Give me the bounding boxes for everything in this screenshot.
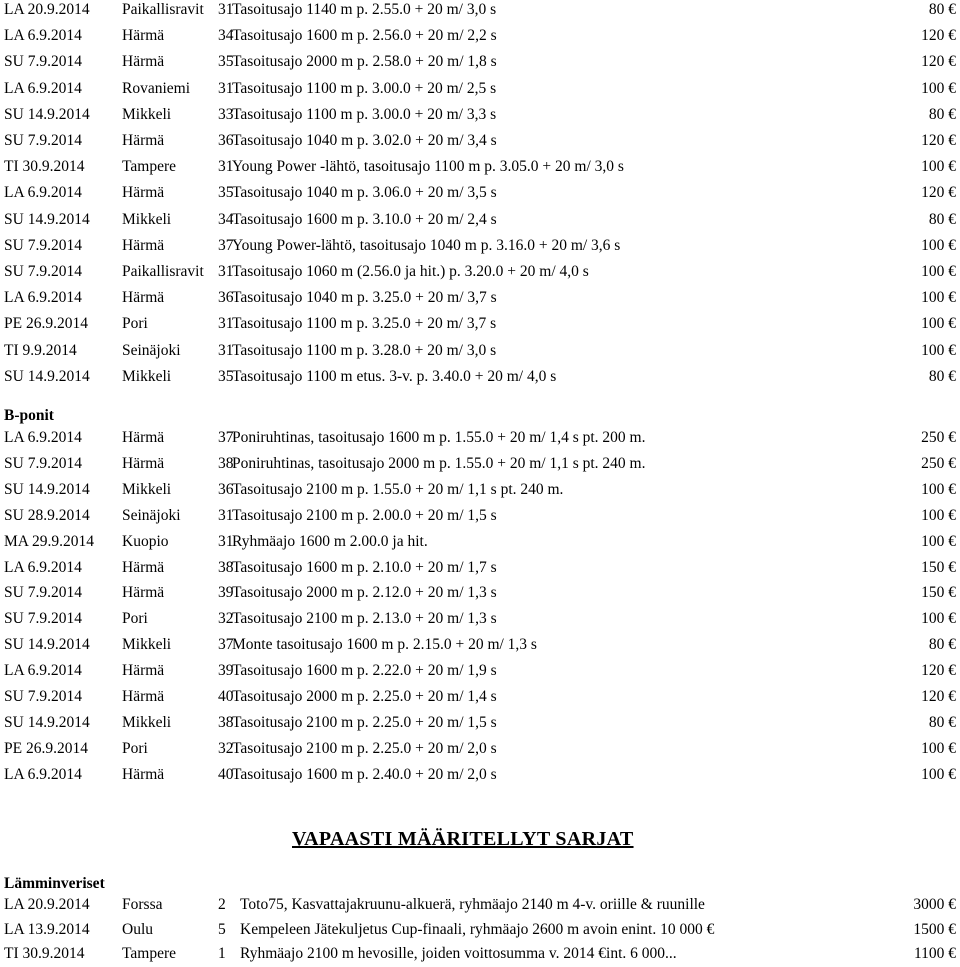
race-place: Pori <box>122 610 148 628</box>
race-place: Tampere <box>122 945 176 962</box>
table-row <box>0 286 960 310</box>
race-prize: 120 € <box>921 184 956 202</box>
race-place: Härmä <box>122 584 165 602</box>
race-description: Tasoitusajo 1100 m p. 3.00.0 + 20 m/ 2,5 s <box>232 79 497 97</box>
table-row <box>0 737 960 761</box>
race-place: Paikallisravit <box>122 1 204 18</box>
race-description: Tasoitusajo 1100 m etus. 3-v. p. 3.40.0 + 20 m/ 4,0 s <box>232 367 557 385</box>
race-prize: 120 € <box>921 688 956 705</box>
race-description: Tasoitusajo 1100 m p. 3.00.0 + 20 m/ 3,3 s <box>232 105 497 123</box>
race-date: TI 30.9.2014 <box>4 945 85 962</box>
table-row <box>0 659 960 683</box>
race-prize: 100 € <box>921 739 956 757</box>
race-number: 38 <box>218 713 234 731</box>
race-place: Kuopio <box>122 532 169 550</box>
race-date: LA 6.9.2014 <box>4 765 82 783</box>
race-place: Pori <box>122 739 148 757</box>
race-date: SU 14.9.2014 <box>4 480 90 498</box>
race-place: Oulu <box>122 920 153 938</box>
race-number: 34 <box>218 27 234 45</box>
race-description: Tasoitusajo 2000 m p. 2.25.0 + 20 m/ 1,4 s <box>232 688 497 705</box>
race-number: 31 <box>218 1 234 18</box>
race-description: Tasoitusajo 1600 m p. 2.56.0 + 20 m/ 2,2 s <box>232 27 497 45</box>
race-date: LA 6.9.2014 <box>4 184 82 202</box>
table-row <box>0 208 960 232</box>
race-date: LA 6.9.2014 <box>4 558 82 576</box>
race-prize: 100 € <box>921 263 956 280</box>
race-prize: 80 € <box>928 636 956 654</box>
race-description: Young Power-lähtö, tasoitusajo 1040 m p. 3.16.0 + 20 m/ 3,6 s <box>232 236 621 254</box>
table-row <box>0 0 960 22</box>
race-prize: 120 € <box>921 53 956 71</box>
race-description: Tasoitusajo 2000 m p. 2.12.0 + 20 m/ 1,3 s <box>232 584 497 602</box>
race-number: 39 <box>218 584 234 602</box>
race-prize: 100 € <box>921 158 956 176</box>
table-row <box>0 685 960 709</box>
race-date: SU 7.9.2014 <box>4 454 82 472</box>
race-prize: 80 € <box>928 713 956 731</box>
race-date: LA 13.9.2014 <box>4 920 90 938</box>
table-row <box>0 365 960 389</box>
race-description: Tasoitusajo 2100 m p. 2.00.0 + 20 m/ 1,5 s <box>232 506 497 524</box>
race-date: SU 28.9.2014 <box>4 506 90 524</box>
race-place: Härmä <box>122 132 165 149</box>
race-place: Rovaniemi <box>122 79 191 97</box>
race-prize: 3000 € <box>913 896 956 913</box>
race-place: Härmä <box>122 662 165 680</box>
race-place: Härmä <box>122 236 165 254</box>
race-description: Tasoitusajo 2100 m p. 2.25.0 + 20 m/ 2,0 s <box>232 739 497 757</box>
race-description: Tasoitusajo 2000 m p. 2.58.0 + 20 m/ 1,8 s <box>232 53 497 71</box>
race-prize: 100 € <box>921 236 956 254</box>
race-place: Härmä <box>122 184 165 202</box>
table-row <box>0 339 960 363</box>
table-row <box>0 103 960 127</box>
race-date: SU 7.9.2014 <box>4 53 82 71</box>
table-row <box>0 24 960 48</box>
race-number: 36 <box>218 480 234 498</box>
race-date: MA 29.9.2014 <box>4 532 94 550</box>
race-prize: 150 € <box>921 558 956 576</box>
race-number: 31 <box>218 79 234 97</box>
race-place: Mikkeli <box>122 636 172 654</box>
race-description: Toto75, Kasvattajakruunu-alkuerä, ryhmäajo 2140 m 4-v. oriille & ruunille <box>240 896 705 913</box>
race-place: Mikkeli <box>122 367 172 385</box>
table-row <box>0 711 960 735</box>
race-prize: 1500 € <box>913 920 956 938</box>
table-row <box>0 129 960 153</box>
race-prize: 1100 € <box>913 945 956 962</box>
race-description: Tasoitusajo 1040 m p. 3.02.0 + 20 m/ 3,4 s <box>232 132 497 149</box>
table-row <box>0 478 960 502</box>
table-row <box>0 77 960 101</box>
race-date: SU 14.9.2014 <box>4 210 90 228</box>
race-number: 37 <box>218 236 234 254</box>
table-row <box>0 607 960 631</box>
race-description: Tasoitusajo 1600 m p. 3.10.0 + 20 m/ 2,4 s <box>232 210 497 228</box>
race-date: LA 6.9.2014 <box>4 662 82 680</box>
race-description: Tasoitusajo 2100 m p. 2.25.0 + 20 m/ 1,5 s <box>232 713 497 731</box>
race-number: 31 <box>218 315 234 333</box>
race-number: 31 <box>218 263 234 280</box>
race-date: LA 6.9.2014 <box>4 289 82 307</box>
race-description: Poniruhtinas, tasoitusajo 2000 m p. 1.55.0 + 20 m/ 1,1 s pt. 240 m. <box>232 454 646 472</box>
race-prize: 100 € <box>921 341 956 359</box>
race-place: Mikkeli <box>122 210 172 228</box>
race-date: LA 20.9.2014 <box>4 1 90 18</box>
race-number: 1 <box>218 945 226 962</box>
race-description: Tasoitusajo 1060 m (2.56.0 ja hit.) p. 3.20.0 + 20 m/ 4,0 s <box>232 263 589 280</box>
race-prize: 80 € <box>928 105 956 123</box>
race-number: 38 <box>218 558 234 576</box>
race-number: 32 <box>218 739 234 757</box>
race-prize: 100 € <box>921 610 956 628</box>
race-place: Paikallisravit <box>122 263 204 280</box>
race-prize: 100 € <box>921 532 956 550</box>
race-description: Tasoitusajo 1600 m p. 2.22.0 + 20 m/ 1,9 s <box>232 662 497 680</box>
race-place: Härmä <box>122 53 165 71</box>
race-description: Kempeleen Jätekuljetus Cup-finaali, ryhmäajo 2600 m avoin enint. 10 000 € <box>240 920 715 938</box>
race-prize: 100 € <box>921 480 956 498</box>
race-date: SU 14.9.2014 <box>4 367 90 385</box>
race-prize: 120 € <box>921 27 956 45</box>
table-row <box>0 556 960 580</box>
table-row <box>0 50 960 74</box>
section-heading-lamminveriset: Lämminveriset <box>4 875 105 892</box>
race-number: 35 <box>218 53 234 71</box>
table-row <box>0 426 960 450</box>
race-description: Young Power -lähtö, tasoitusajo 1100 m p. 3.05.0 + 20 m/ 3,0 s <box>232 158 624 176</box>
race-date: SU 7.9.2014 <box>4 688 82 705</box>
race-number: 39 <box>218 662 234 680</box>
table-row <box>0 633 960 657</box>
race-date: SU 7.9.2014 <box>4 132 82 149</box>
race-number: 5 <box>218 920 226 938</box>
race-description: Monte tasoitusajo 1600 m p. 2.15.0 + 20 m/ 1,3 s <box>232 636 537 654</box>
race-description: Tasoitusajo 1100 m p. 3.25.0 + 20 m/ 3,7 s <box>232 315 497 333</box>
table-row <box>0 581 960 605</box>
race-number: 31 <box>218 506 234 524</box>
table-row <box>0 452 960 476</box>
race-place: Härmä <box>122 765 165 783</box>
race-place: Härmä <box>122 289 165 307</box>
race-number: 40 <box>218 765 234 783</box>
race-prize: 250 € <box>921 429 956 446</box>
race-place: Forssa <box>122 896 163 913</box>
race-place: Mikkeli <box>122 480 172 498</box>
race-number: 40 <box>218 688 234 705</box>
race-date: LA 6.9.2014 <box>4 79 82 97</box>
table-row <box>0 763 960 787</box>
table-row <box>0 234 960 258</box>
race-number: 35 <box>218 184 234 202</box>
table-row <box>0 155 960 179</box>
race-prize: 120 € <box>921 662 956 680</box>
table-row <box>0 530 960 554</box>
table-row <box>0 181 960 205</box>
race-description: Ryhmäajo 2100 m hevosille, joiden voittosumma v. 2014 €int. 6 000... <box>240 945 677 962</box>
race-place: Seinäjoki <box>122 341 181 359</box>
race-prize: 100 € <box>921 315 956 333</box>
race-place: Härmä <box>122 27 165 45</box>
race-description: Tasoitusajo 1140 m p. 2.55.0 + 20 m/ 3,0 s <box>232 1 497 18</box>
table-row <box>0 893 960 917</box>
race-number: 2 <box>218 896 226 913</box>
race-description: Tasoitusajo 2100 m p. 2.13.0 + 20 m/ 1,3 s <box>232 610 497 628</box>
race-prize: 100 € <box>921 289 956 307</box>
race-place: Mikkeli <box>122 713 172 731</box>
table-row <box>0 942 960 966</box>
race-prize: 120 € <box>921 132 956 149</box>
race-date: PE 26.9.2014 <box>4 739 88 757</box>
race-place: Härmä <box>122 429 165 446</box>
race-prize: 80 € <box>928 1 956 18</box>
race-number: 35 <box>218 367 234 385</box>
race-prize: 100 € <box>921 506 956 524</box>
race-date: SU 7.9.2014 <box>4 263 82 280</box>
race-date: SU 7.9.2014 <box>4 236 82 254</box>
race-prize: 100 € <box>921 765 956 783</box>
table-row <box>0 312 960 336</box>
race-number: 37 <box>218 636 234 654</box>
race-description: Tasoitusajo 1040 m p. 3.06.0 + 20 m/ 3,5 s <box>232 184 497 202</box>
race-date: LA 20.9.2014 <box>4 896 90 913</box>
race-prize: 80 € <box>928 210 956 228</box>
race-date: SU 14.9.2014 <box>4 636 90 654</box>
race-number: 31 <box>218 532 234 550</box>
race-prize: 80 € <box>928 367 956 385</box>
race-date: TI 9.9.2014 <box>4 341 77 359</box>
race-place: Härmä <box>122 454 165 472</box>
race-number: 36 <box>218 132 234 149</box>
race-prize: 100 € <box>921 79 956 97</box>
race-place: Seinäjoki <box>122 506 181 524</box>
race-date: SU 7.9.2014 <box>4 610 82 628</box>
race-number: 36 <box>218 289 234 307</box>
race-description: Tasoitusajo 1040 m p. 3.25.0 + 20 m/ 3,7 s <box>232 289 497 307</box>
race-description: Tasoitusajo 1600 m p. 2.10.0 + 20 m/ 1,7 s <box>232 558 497 576</box>
race-date: LA 6.9.2014 <box>4 429 82 446</box>
race-place: Pori <box>122 315 148 333</box>
race-place: Härmä <box>122 558 165 576</box>
race-date: SU 7.9.2014 <box>4 584 82 602</box>
race-description: Ryhmäajo 1600 m 2.00.0 ja hit. <box>232 532 428 550</box>
table-row <box>0 260 960 284</box>
race-description: Tasoitusajo 2100 m p. 1.55.0 + 20 m/ 1,1 s pt. 240 m. <box>232 480 564 498</box>
race-description: Tasoitusajo 1600 m p. 2.40.0 + 20 m/ 2,0 s <box>232 765 497 783</box>
race-number: 31 <box>218 158 234 176</box>
race-description: Poniruhtinas, tasoitusajo 1600 m p. 1.55.0 + 20 m/ 1,4 s pt. 200 m. <box>232 429 646 446</box>
race-date: TI 30.9.2014 <box>4 158 85 176</box>
table-row <box>0 504 960 528</box>
race-place: Tampere <box>122 158 176 176</box>
race-number: 33 <box>218 105 234 123</box>
section-heading-b-ponit: B-ponit <box>4 407 54 424</box>
race-number: 32 <box>218 610 234 628</box>
race-place: Mikkeli <box>122 105 172 123</box>
race-prize: 250 € <box>921 454 956 472</box>
race-number: 38 <box>218 454 234 472</box>
race-number: 37 <box>218 429 234 446</box>
free-series-title: VAPAASTI MÄÄRITELLYT SARJAT <box>292 828 634 850</box>
race-prize: 150 € <box>921 584 956 602</box>
race-date: PE 26.9.2014 <box>4 315 88 333</box>
race-number: 34 <box>218 210 234 228</box>
race-date: LA 6.9.2014 <box>4 27 82 45</box>
race-place: Härmä <box>122 688 165 705</box>
race-description: Tasoitusajo 1100 m p. 3.28.0 + 20 m/ 3,0 s <box>232 341 497 359</box>
race-date: SU 14.9.2014 <box>4 713 90 731</box>
race-date: SU 14.9.2014 <box>4 105 90 123</box>
table-row <box>0 918 960 942</box>
race-number: 31 <box>218 341 234 359</box>
